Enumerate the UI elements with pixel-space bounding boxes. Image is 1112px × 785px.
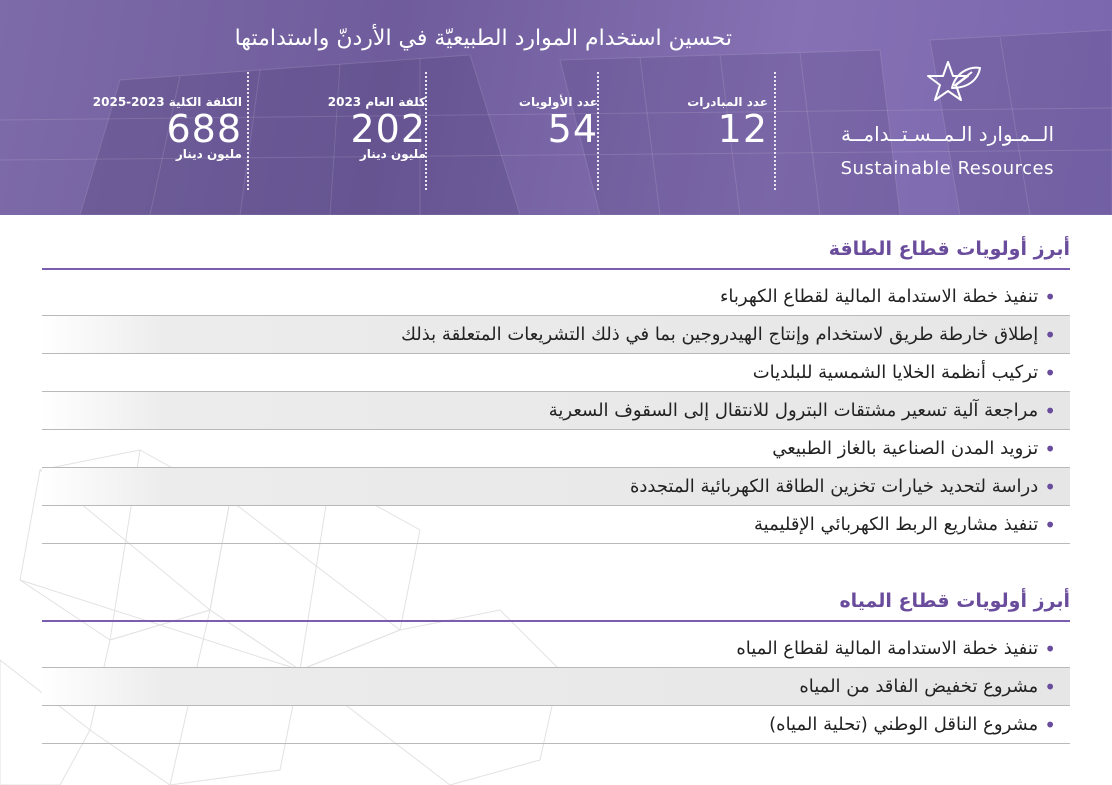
stat-initiatives-value: 12 (717, 107, 768, 151)
brand-name-ar: الــمـوارد الـمــسـتــدامــة (840, 122, 1054, 146)
stat-initiatives (687, 95, 768, 149)
water-section-rule (42, 620, 1070, 622)
energy-section-title: أبرز أولويات قطاع الطاقة (828, 238, 1070, 260)
bullet-dot-icon: • (1044, 474, 1056, 499)
list-item-text: تنفيذ خطة الاستدامة المالية لقطاع المياه (736, 638, 1039, 659)
list-item-text: تزويد المدن الصناعية بالغاز الطبيعي (772, 438, 1039, 459)
brand-name-en: Sustainable Resources (840, 158, 1054, 179)
list-item-text: تركيب أنظمة الخلايا الشمسية للبلديات (752, 362, 1039, 383)
energy-priorities-list (42, 278, 1070, 544)
stat-cost-2023-label: كلفة العام 2023 (327, 95, 426, 109)
energy-section-rule (42, 268, 1070, 270)
stat-total-cost-label: الكلفة الكلية 2023-2025 (92, 95, 242, 109)
bullet-dot-icon: • (1044, 512, 1056, 537)
star-leaf-icon (922, 58, 984, 114)
list-item (42, 468, 1070, 506)
bullet-dot-icon: • (1044, 636, 1056, 661)
list-item (42, 668, 1070, 706)
stat-initiatives-label: عدد المبادرات (687, 95, 768, 109)
list-item-text: إطلاق خارطة طريق لاستخدام وإنتاج الهيدروجين بما في ذلك التشريعات المتعلقة بذلك (401, 324, 1039, 345)
stat-divider (597, 72, 599, 190)
brand-logo (840, 58, 1054, 188)
water-priorities-list (42, 630, 1070, 744)
list-item (42, 706, 1070, 744)
bullet-dot-icon: • (1044, 674, 1056, 699)
list-item-text: تنفيذ خطة الاستدامة المالية لقطاع الكهرباء (719, 286, 1039, 307)
bullet-dot-icon: • (1044, 284, 1056, 309)
list-item (42, 392, 1070, 430)
list-item (42, 316, 1070, 354)
water-section-title: أبرز أولويات قطاع المياه (839, 590, 1070, 612)
stat-divider (774, 72, 776, 190)
stat-divider (247, 72, 249, 190)
bullet-dot-icon: • (1044, 360, 1056, 385)
list-item-text: تنفيذ مشاريع الربط الكهربائي الإقليمية (754, 514, 1039, 535)
list-item-text: دراسة لتحديد خيارات تخزين الطاقة الكهربائية المتجددة (629, 476, 1039, 497)
header-banner (0, 0, 1112, 215)
stat-cost-2023-value: 202 (350, 107, 426, 151)
stat-cost-2023 (328, 95, 426, 161)
list-item (42, 506, 1070, 544)
stat-total-cost-unit: مليون دينار (175, 147, 242, 161)
stat-cost-2023-unit: مليون دينار (359, 147, 426, 161)
list-item-text: مراجعة آلية تسعير مشتقات البترول للانتقال إلى السقوف السعرية (548, 400, 1039, 421)
banner-title: تحسين استخدام الموارد الطبيعيّة في الأردنّ واستدامتها (234, 26, 732, 51)
bullet-dot-icon: • (1044, 712, 1056, 737)
list-item (42, 430, 1070, 468)
list-item-text: مشروع الناقل الوطني (تحلية المياه) (769, 714, 1039, 735)
stat-divider (425, 72, 427, 190)
stat-priorities (519, 95, 598, 149)
list-item (42, 354, 1070, 392)
stat-priorities-label: عدد الأولويات (518, 95, 598, 109)
bullet-dot-icon: • (1044, 398, 1056, 423)
stat-priorities-value: 54 (547, 107, 598, 151)
stat-total-cost-value: 688 (166, 107, 242, 151)
list-item (42, 630, 1070, 668)
bullet-dot-icon: • (1044, 436, 1056, 461)
list-item (42, 278, 1070, 316)
bullet-dot-icon: • (1044, 322, 1056, 347)
list-item-text: مشروع تخفيض الفاقد من المياه (799, 676, 1039, 697)
stat-total-cost (93, 95, 242, 161)
